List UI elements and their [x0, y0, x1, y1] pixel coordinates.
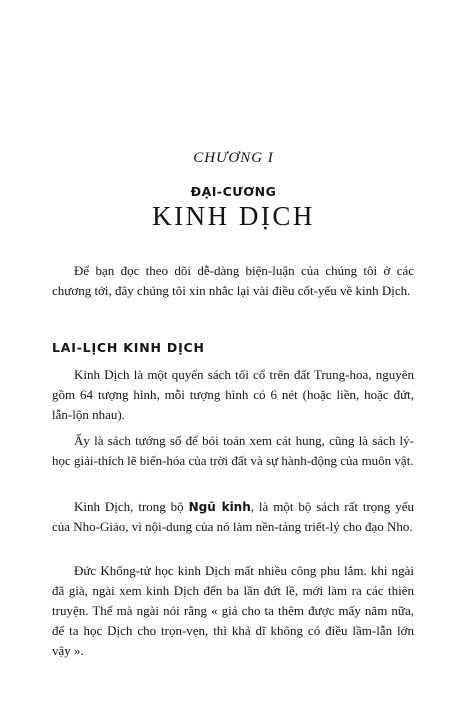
paragraph-2: Ấy là sách tướng số để bói toán xem cát hung, cũng là sách lý-học giải-thích lẽ biến-hóa của trời đất và sự hành-động của muôn vật.: [52, 433, 414, 468]
intro-paragraph: Để bạn đọc theo dõi dễ-dàng biện-luận của chúng tôi ở các chương tới, đây chúng tôi xin nhắc lại vài điều cốt-yếu về kinh Dịch.: [52, 263, 414, 298]
chapter-label: CHƯƠNG I: [193, 150, 274, 166]
chapter-subtitle: ĐẠI-CƯƠNG: [190, 184, 277, 199]
paragraph-3-before: Kinh Dịch, trong bộ: [74, 499, 189, 514]
paragraph-3-term: Ngũ kinh: [188, 500, 251, 514]
paragraph-4: Đức Khổng-tử học kinh Dịch mất nhiều công phu lắm. khi ngài đã già, ngài xem kinh Dịch đến ba lần đứt lề, mới làm ra các thiên truyện. Thế mà ngài nói rằng « giá cho ta thêm được mấy năm nữa, để ta học Dịch cho trọn-vẹn, thì khả dĩ không có điều lầm-lẫn lớn vậy ».: [52, 563, 414, 658]
section-heading: LAI-LỊCH KINH DỊCH: [52, 340, 205, 355]
chapter-title: KINH DỊCH: [152, 201, 315, 231]
paragraph-3-after: , là một bộ sách rất trọng yếu của Nho-Giáo, vì nội-dung của nó làm nền-tảng triết-lý cho đạo Nho.: [52, 499, 414, 534]
paragraph-3: [52, 497, 414, 537]
paragraph-1: Kinh Dịch là một quyển sách tối cổ trên đất Trung-hoa, nguyên gồm 64 tượng hình, mỗi tượng hình có 6 nét (hoặc liền, hoặc đứt, lẫn-lộn nhau).: [52, 367, 414, 422]
